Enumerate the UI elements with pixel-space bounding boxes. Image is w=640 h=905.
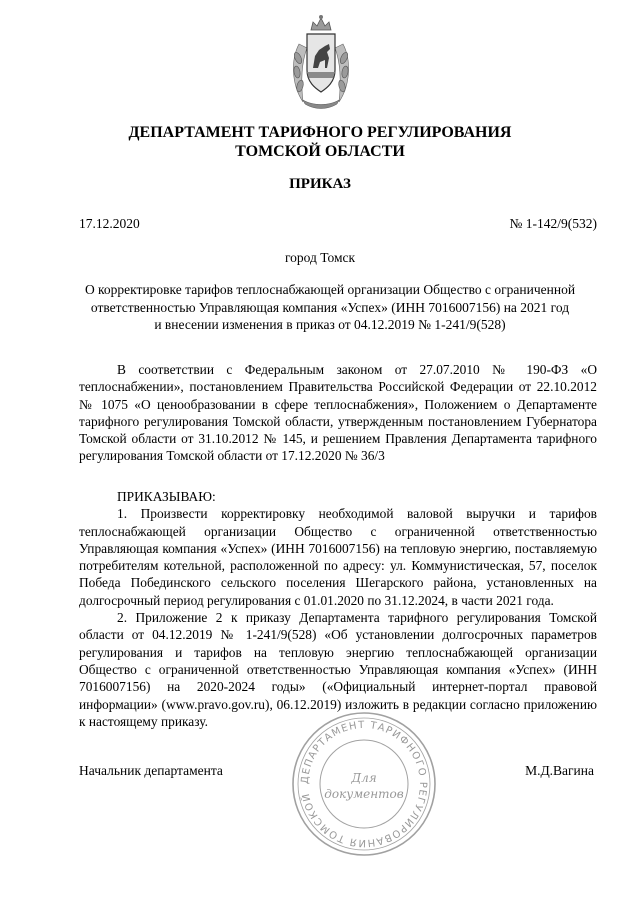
subject-line: О корректировке тарифов теплоснабжающей организации Общество с ограниченной	[84, 282, 576, 297]
order-item: 1. Произвести корректировку необходимой валовой выручки и тарифов теплоснабжающей организации Общество с ограниченной ответственностью Управляющая компания «Успех» (ИНН 7016007156) на тепловую энергию, поставляемую потребителям котельной, расположенной по адресу: ул. Коммунистическая, 57, поселок Победа Побединского сельского поселения Шегарского района, установленных на долгосрочный период регулирования с 01.01.2020 по 31.12.2024, в части 2021 года.	[79, 506, 597, 608]
subject-line: и внесении изменения в приказ от 04.12.2019 № 1-241/9(528)	[154, 317, 506, 332]
preamble-block	[79, 361, 597, 465]
order-title: ПРИКАЗ	[289, 176, 351, 192]
order-item: 2. Приложение 2 к приказу Департамента тарифного регулирования Томской области от 04.12.2019 № 1-241/9(528) «Об установлении долгосрочных параметров регулирования и тарифов на тепловую энергию теплоснабжающей организации Общество с ограниченной ответственностью Управляющая компания «Успех» (ИНН 7016007156) на 2020-2024 годы» («Официальный интернет-портал правовой информации» (www.pravo.gov.ru), 06.12.2019) изложить в редакции согласно приложению к настоящему приказу.	[79, 610, 597, 729]
department-name-line2: ТОМСКОЙ ОБЛАСТИ	[235, 143, 405, 160]
preamble-paragraph: В соответствии с Федеральным законом от 27.07.2010 № 190-ФЗ «О теплоснабжении», постановлением Правительства Российской Федерации от 22.10.2012 № 1075 «О ценообразовании в сфере теплоснабжения», Положением о Департаменте тарифного регулирования Томской области, утвержденным постановлением Губернатора Томской области от 31.10.2012 № 145, и решением Правления Департамента тарифного регулирования Томской области от 17.12.2020 № 36/3	[79, 362, 597, 464]
svg-text:ДЕПАРТАМЕНТ ТАРИФНОГО РЕГУЛИРО: ДЕПАРТАМЕНТ ТАРИФНОГО РЕГУЛИРОВАНИЯ ТОМСКОЙ	[299, 719, 429, 849]
svg-text:документов: документов	[324, 787, 404, 801]
coat-of-arms-icon	[289, 14, 353, 110]
order-word: ПРИКАЗЫВАЮ:	[117, 489, 216, 504]
orders-block	[79, 488, 597, 730]
order-number: № 1-142/9(532)	[509, 216, 597, 231]
department-name-line1: ДЕПАРТАМЕНТ ТАРИФНОГО РЕГУЛИРОВАНИЯ	[128, 124, 512, 141]
department-stamp-icon	[290, 710, 438, 858]
svg-text:Для: Для	[351, 771, 377, 785]
signatory-name: М.Д.Вагина	[525, 763, 594, 778]
order-date: 17.12.2020	[79, 216, 140, 231]
subject-line: ответственностью Управляющая компания «Успех» (ИНН 7016007156) на 2021 год	[90, 299, 570, 315]
order-subject	[60, 281, 600, 334]
signatory-position: Начальник департамента	[79, 763, 223, 778]
city: город Томск	[284, 250, 356, 265]
